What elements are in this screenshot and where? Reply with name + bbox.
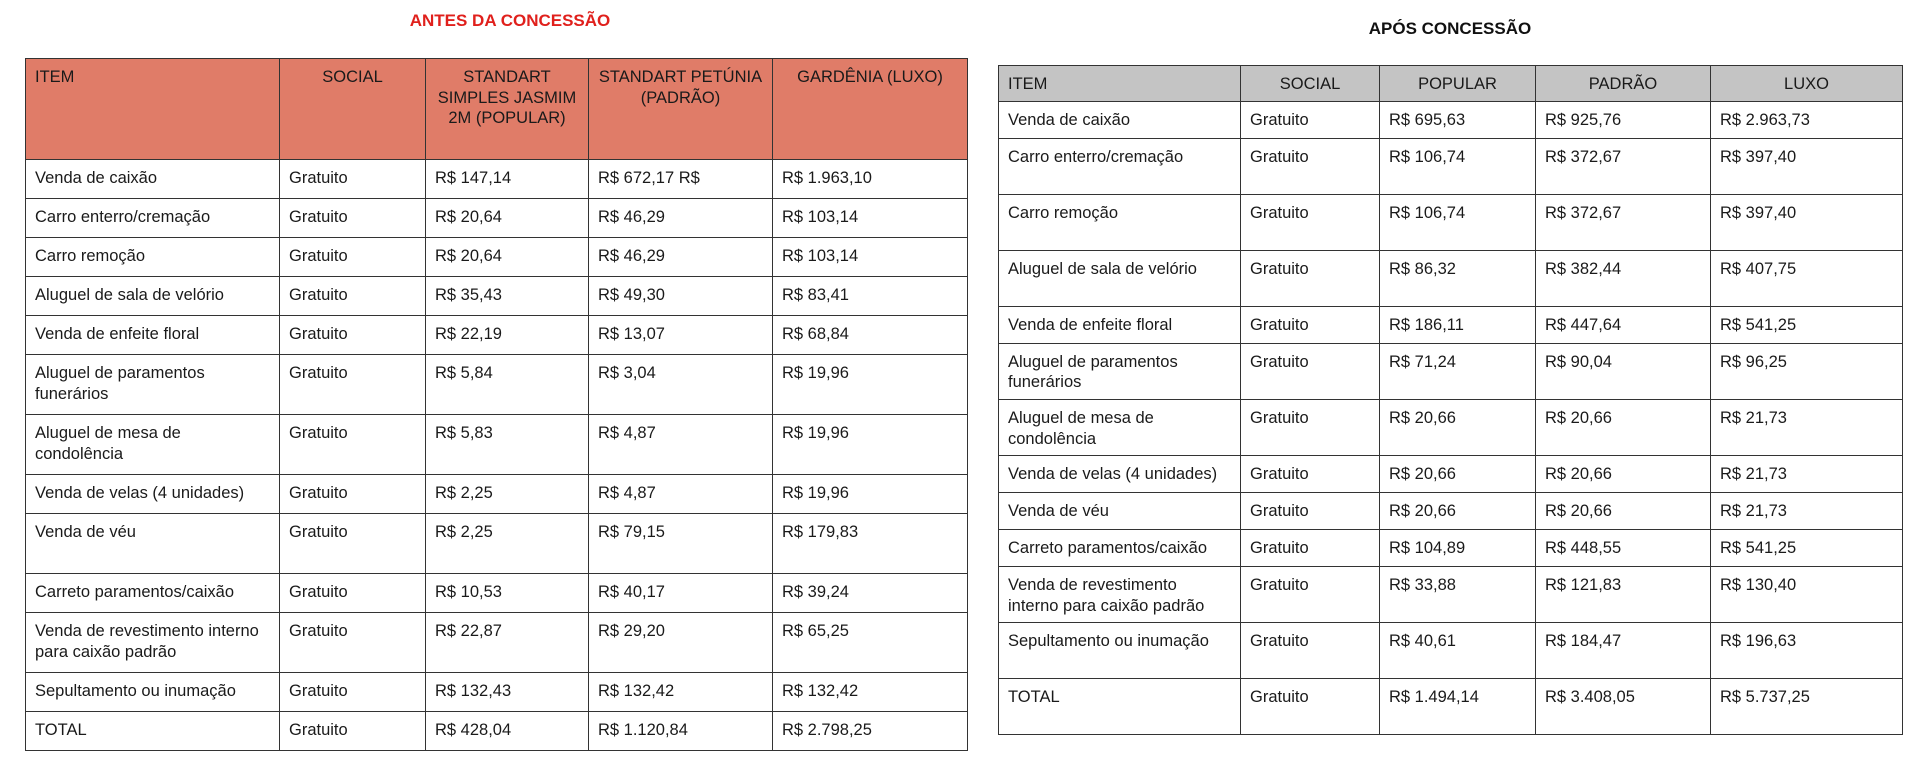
price-cell-social: Gratuito [280, 514, 426, 574]
price-cell-popular: R$ 2,25 [426, 514, 589, 574]
price-cell-popular: R$ 5,84 [426, 355, 589, 415]
price-cell-social: Gratuito [1241, 250, 1380, 306]
price-cell-standard: R$ 3,04 [589, 355, 773, 415]
table-row [999, 306, 1903, 343]
item-cell: Venda de véu [999, 493, 1241, 530]
price-cell-luxury: R$ 132,42 [773, 673, 968, 712]
item-cell: Carro remoção [26, 238, 280, 277]
column-header-social: SOCIAL [280, 59, 426, 160]
price-cell-luxury: R$ 397,40 [1711, 138, 1903, 194]
table-row [26, 355, 968, 415]
item-cell: Carro enterro/cremação [999, 138, 1241, 194]
price-cell-social: Gratuito [1241, 306, 1380, 343]
header-row [999, 66, 1903, 102]
table-row [999, 530, 1903, 567]
price-cell-popular: R$ 40,61 [1380, 623, 1536, 679]
price-cell-popular: R$ 22,19 [426, 316, 589, 355]
price-cell-standard: R$ 672,17 R$ [589, 160, 773, 199]
price-cell-standard: R$ 46,29 [589, 238, 773, 277]
total-row [999, 679, 1903, 735]
table-row [26, 673, 968, 712]
item-cell: Aluguel de mesa de condolência [26, 415, 280, 475]
table-row [26, 475, 968, 514]
column-header-social: SOCIAL [1241, 66, 1380, 102]
price-cell-luxury: R$ 196,63 [1711, 623, 1903, 679]
column-header-luxury: LUXO [1711, 66, 1903, 102]
price-cell-luxury: R$ 5.737,25 [1711, 679, 1903, 735]
price-cell-social: Gratuito [280, 160, 426, 199]
column-header-popular: POPULAR [1380, 66, 1536, 102]
item-cell: Venda de caixão [26, 160, 280, 199]
price-cell-luxury: R$ 103,14 [773, 238, 968, 277]
price-cell-standard: R$ 90,04 [1536, 343, 1711, 399]
price-cell-popular: R$ 20,66 [1380, 456, 1536, 493]
price-cell-luxury: R$ 541,25 [1711, 530, 1903, 567]
price-cell-standard: R$ 382,44 [1536, 250, 1711, 306]
price-cell-luxury: R$ 39,24 [773, 574, 968, 613]
table-row [999, 567, 1903, 623]
price-cell-luxury: R$ 179,83 [773, 514, 968, 574]
price-cell-standard: R$ 20,66 [1536, 456, 1711, 493]
item-cell: Venda de velas (4 unidades) [26, 475, 280, 514]
price-cell-social: Gratuito [1241, 399, 1380, 455]
price-cell-standard: R$ 372,67 [1536, 194, 1711, 250]
price-cell-luxury: R$ 96,25 [1711, 343, 1903, 399]
item-cell: Sepultamento ou inumação [26, 673, 280, 712]
price-cell-popular: R$ 86,32 [1380, 250, 1536, 306]
price-cell-luxury: R$ 19,96 [773, 415, 968, 475]
table-row [999, 399, 1903, 455]
item-cell: Carreto paramentos/caixão [999, 530, 1241, 567]
after-concession-table [998, 65, 1903, 735]
after-concession-title: APÓS CONCESSÃO [1368, 19, 1532, 38]
price-cell-social: Gratuito [1241, 138, 1380, 194]
price-cell-luxury: R$ 2.798,25 [773, 712, 968, 751]
price-cell-social: Gratuito [1241, 101, 1380, 138]
price-cell-social: Gratuito [280, 277, 426, 316]
table-row [26, 415, 968, 475]
price-cell-luxury: R$ 21,73 [1711, 456, 1903, 493]
table-row [26, 277, 968, 316]
item-cell: Aluguel de sala de velório [26, 277, 280, 316]
item-cell: Venda de velas (4 unidades) [999, 456, 1241, 493]
price-cell-luxury: R$ 83,41 [773, 277, 968, 316]
price-cell-luxury: R$ 1.963,10 [773, 160, 968, 199]
table-row [26, 160, 968, 199]
item-cell: Carro remoção [999, 194, 1241, 250]
price-cell-popular: R$ 1.494,14 [1380, 679, 1536, 735]
price-cell-luxury: R$ 65,25 [773, 613, 968, 673]
item-cell: Venda de enfeite floral [26, 316, 280, 355]
price-cell-social: Gratuito [280, 238, 426, 277]
price-cell-social: Gratuito [1241, 679, 1380, 735]
price-cell-popular: R$ 20,66 [1380, 493, 1536, 530]
price-cell-popular: R$ 695,63 [1380, 101, 1536, 138]
price-cell-social: Gratuito [1241, 194, 1380, 250]
table-row [26, 613, 968, 673]
price-cell-social: Gratuito [280, 415, 426, 475]
price-cell-popular: R$ 104,89 [1380, 530, 1536, 567]
table-row [999, 194, 1903, 250]
price-cell-standard: R$ 1.120,84 [589, 712, 773, 751]
table-row [26, 316, 968, 355]
column-header-item: ITEM [999, 66, 1241, 102]
price-cell-standard: R$ 79,15 [589, 514, 773, 574]
price-cell-social: Gratuito [1241, 493, 1380, 530]
item-cell: TOTAL [26, 712, 280, 751]
price-cell-luxury: R$ 21,73 [1711, 399, 1903, 455]
price-cell-social: Gratuito [1241, 623, 1380, 679]
price-cell-popular: R$ 20,64 [426, 199, 589, 238]
price-cell-luxury: R$ 19,96 [773, 355, 968, 415]
item-cell: Venda de revestimento interno para caixão padrão [26, 613, 280, 673]
price-cell-popular: R$ 186,11 [1380, 306, 1536, 343]
item-cell: TOTAL [999, 679, 1241, 735]
price-cell-luxury: R$ 397,40 [1711, 194, 1903, 250]
price-cell-popular: R$ 428,04 [426, 712, 589, 751]
item-cell: Venda de véu [26, 514, 280, 574]
price-cell-standard: R$ 46,29 [589, 199, 773, 238]
price-cell-social: Gratuito [280, 199, 426, 238]
price-cell-luxury: R$ 541,25 [1711, 306, 1903, 343]
before-concession-title: ANTES DA CONCESSÃO [409, 11, 611, 30]
item-cell: Aluguel de paramentos funerários [26, 355, 280, 415]
item-cell: Venda de revestimento interno para caixão padrão [999, 567, 1241, 623]
column-header-popular: STANDART SIMPLES JASMIM 2M (POPULAR) [426, 59, 589, 160]
price-cell-standard: R$ 40,17 [589, 574, 773, 613]
price-cell-standard: R$ 121,83 [1536, 567, 1711, 623]
price-cell-social: Gratuito [280, 316, 426, 355]
item-cell: Venda de caixão [999, 101, 1241, 138]
total-row [26, 712, 968, 751]
table-row [999, 250, 1903, 306]
price-cell-luxury: R$ 407,75 [1711, 250, 1903, 306]
price-cell-standard: R$ 4,87 [589, 415, 773, 475]
table-row [26, 238, 968, 277]
price-cell-popular: R$ 71,24 [1380, 343, 1536, 399]
price-cell-popular: R$ 106,74 [1380, 194, 1536, 250]
price-cell-standard: R$ 184,47 [1536, 623, 1711, 679]
column-header-standard: STANDART PETÚNIA (PADRÃO) [589, 59, 773, 160]
price-cell-social: Gratuito [280, 574, 426, 613]
before-concession-table [25, 58, 968, 751]
price-cell-standard: R$ 448,55 [1536, 530, 1711, 567]
price-cell-standard: R$ 13,07 [589, 316, 773, 355]
price-cell-standard: R$ 20,66 [1536, 493, 1711, 530]
price-cell-social: Gratuito [1241, 567, 1380, 623]
table-row [26, 514, 968, 574]
price-cell-popular: R$ 2,25 [426, 475, 589, 514]
table-row [999, 343, 1903, 399]
table-row [999, 138, 1903, 194]
price-cell-popular: R$ 132,43 [426, 673, 589, 712]
table-row [999, 101, 1903, 138]
price-cell-standard: R$ 372,67 [1536, 138, 1711, 194]
item-cell: Aluguel de sala de velório [999, 250, 1241, 306]
price-cell-popular: R$ 10,53 [426, 574, 589, 613]
price-cell-standard: R$ 29,20 [589, 613, 773, 673]
item-cell: Aluguel de paramentos funerários [999, 343, 1241, 399]
price-cell-social: Gratuito [1241, 456, 1380, 493]
price-cell-luxury: R$ 2.963,73 [1711, 101, 1903, 138]
price-cell-popular: R$ 20,66 [1380, 399, 1536, 455]
price-cell-standard: R$ 447,64 [1536, 306, 1711, 343]
price-cell-social: Gratuito [280, 475, 426, 514]
price-cell-popular: R$ 147,14 [426, 160, 589, 199]
price-cell-social: Gratuito [280, 673, 426, 712]
price-cell-social: Gratuito [280, 613, 426, 673]
table-row [999, 456, 1903, 493]
price-cell-popular: R$ 33,88 [1380, 567, 1536, 623]
column-header-standard: PADRÃO [1536, 66, 1711, 102]
price-cell-luxury: R$ 21,73 [1711, 493, 1903, 530]
price-cell-popular: R$ 20,64 [426, 238, 589, 277]
price-cell-popular: R$ 5,83 [426, 415, 589, 475]
table-row [26, 574, 968, 613]
price-cell-social: Gratuito [1241, 530, 1380, 567]
item-cell: Aluguel de mesa de condolência [999, 399, 1241, 455]
column-header-item: ITEM [26, 59, 280, 160]
price-cell-standard: R$ 49,30 [589, 277, 773, 316]
table-row [999, 623, 1903, 679]
item-cell: Carreto paramentos/caixão [26, 574, 280, 613]
price-cell-luxury: R$ 130,40 [1711, 567, 1903, 623]
header-row [26, 59, 968, 160]
price-cell-standard: R$ 4,87 [589, 475, 773, 514]
price-cell-standard: R$ 20,66 [1536, 399, 1711, 455]
price-cell-social: Gratuito [280, 355, 426, 415]
item-cell: Venda de enfeite floral [999, 306, 1241, 343]
price-cell-popular: R$ 35,43 [426, 277, 589, 316]
price-cell-social: Gratuito [1241, 343, 1380, 399]
price-cell-standard: R$ 925,76 [1536, 101, 1711, 138]
table-row [26, 199, 968, 238]
item-cell: Sepultamento ou inumação [999, 623, 1241, 679]
item-cell: Carro enterro/cremação [26, 199, 280, 238]
price-cell-popular: R$ 22,87 [426, 613, 589, 673]
price-cell-standard: R$ 3.408,05 [1536, 679, 1711, 735]
column-header-luxury: GARDÊNIA (LUXO) [773, 59, 968, 160]
price-cell-standard: R$ 132,42 [589, 673, 773, 712]
price-cell-luxury: R$ 68,84 [773, 316, 968, 355]
table-row [999, 493, 1903, 530]
price-cell-luxury: R$ 103,14 [773, 199, 968, 238]
price-cell-popular: R$ 106,74 [1380, 138, 1536, 194]
price-cell-social: Gratuito [280, 712, 426, 751]
price-cell-luxury: R$ 19,96 [773, 475, 968, 514]
